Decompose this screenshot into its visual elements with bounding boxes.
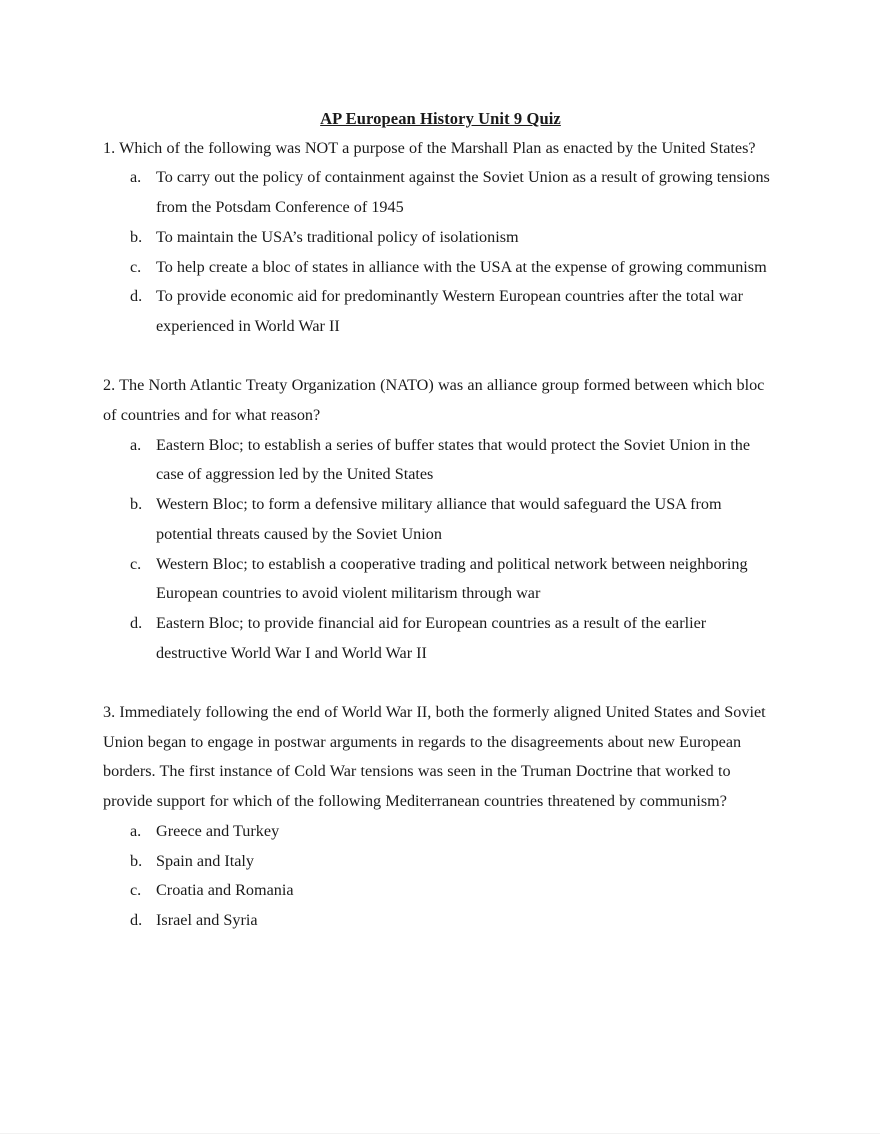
option-marker: c. xyxy=(130,881,142,900)
option-text: Greece and Turkey xyxy=(156,821,280,840)
answer-option[interactable] xyxy=(103,876,778,906)
option-text: Spain and Italy xyxy=(156,851,255,870)
option-marker: c. xyxy=(130,554,142,573)
questions-container xyxy=(103,134,778,936)
answer-option[interactable] xyxy=(103,817,778,847)
question-stem: 3. Immediately following the end of World War II, both the formerly aligned United States and Soviet Union began to engage in postwar arguments in regards to the disagreements about new European borders. The first instance of Cold War tensions was seen in the Truman Doctrine that worked to provide support for which of the following Mediterranean countries threatened by communism? xyxy=(103,703,766,811)
option-text: Israel and Syria xyxy=(156,910,258,929)
answer-option[interactable] xyxy=(103,609,778,668)
option-text: To carry out the policy of containment against the Soviet Union as a result of growing tensions from the Potsdam Conference of 1945 xyxy=(156,168,770,217)
option-text: Western Bloc; to establish a cooperative trading and political network between neighboring European countries to avoid violent militarism through war xyxy=(156,554,748,603)
option-marker: a. xyxy=(130,168,142,187)
answer-option[interactable] xyxy=(103,163,778,222)
question-stem: 2. The North Atlantic Treaty Organization (NATO) was an alliance group formed between which bloc of countries and for what reason? xyxy=(103,376,765,425)
option-marker: b. xyxy=(130,227,143,246)
option-marker: d. xyxy=(130,910,143,929)
answer-option[interactable] xyxy=(103,282,778,341)
answer-option[interactable] xyxy=(103,847,778,877)
option-text: Eastern Bloc; to provide financial aid for European countries as a result of the earlier destructive World War I and World War II xyxy=(156,613,707,662)
option-text: Croatia and Romania xyxy=(156,881,294,900)
option-text: To maintain the USA’s traditional policy of isolationism xyxy=(156,227,519,246)
option-marker: b. xyxy=(130,851,143,870)
question-block xyxy=(103,134,778,342)
answer-options-list xyxy=(103,431,778,669)
answer-option[interactable] xyxy=(103,550,778,609)
answer-option[interactable] xyxy=(103,906,778,936)
answer-options-list xyxy=(103,163,778,341)
answer-option[interactable] xyxy=(103,223,778,253)
option-text: Western Bloc; to form a defensive military alliance that would safeguard the USA from potential threats caused by the Soviet Union xyxy=(156,495,722,543)
option-text: To provide economic aid for predominantly Western European countries after the total war experienced in World War II xyxy=(156,287,744,335)
answer-option[interactable] xyxy=(103,490,778,549)
option-marker: c. xyxy=(130,257,142,276)
option-text: To help create a bloc of states in alliance with the USA at the expense of growing communism xyxy=(156,257,767,276)
answer-option[interactable] xyxy=(103,253,778,283)
option-marker: b. xyxy=(130,495,143,514)
option-marker: d. xyxy=(130,287,143,306)
option-marker: a. xyxy=(130,435,142,454)
option-text: Eastern Bloc; to establish a series of buffer states that would protect the Soviet Union in the case of aggression led by the United States xyxy=(156,435,751,484)
option-marker: a. xyxy=(130,821,142,840)
page-title: AP European History Unit 9 Quiz xyxy=(320,109,561,128)
question-block xyxy=(103,371,778,668)
document-body xyxy=(103,104,778,936)
question-block xyxy=(103,698,778,936)
option-marker: d. xyxy=(130,613,143,632)
answer-options-list xyxy=(103,817,778,936)
answer-option[interactable] xyxy=(103,431,778,490)
question-stem: 1. Which of the following was NOT a purpose of the Marshall Plan as enacted by the United States? xyxy=(103,138,756,157)
page-bottom-edge xyxy=(0,1133,880,1134)
